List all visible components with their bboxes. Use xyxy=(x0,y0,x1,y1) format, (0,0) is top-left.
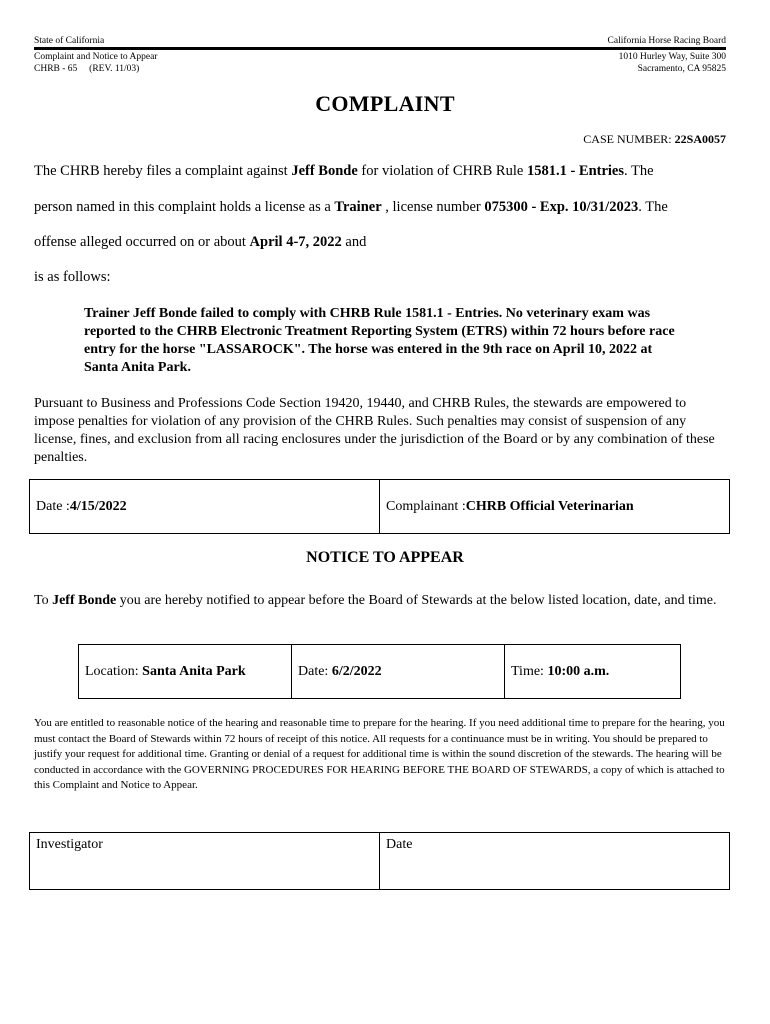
license-number: 075300 - Exp. 10/31/2023 xyxy=(484,199,639,215)
notice-text: you are hereby notified to appear before the Board of Stewards at the below listed location, date, and time. xyxy=(116,593,717,608)
notice-respondent-name: Jeff Bonde xyxy=(52,593,117,608)
offense-description: Trainer Jeff Bonde failed to comply with CHRB Rule 1581.1 - Entries. No veterinary exam was reported to the CHRB Electronic Treatment Reporting System (ETRS) within 72 hours before race entry for the horse "LASSAROCK". The horse was entered in the 9th race on April 10, 2022 at Santa Anita Park. xyxy=(84,306,675,375)
investigator-label: Investigator xyxy=(36,837,103,852)
complaint-text: and xyxy=(341,234,367,250)
complainant-label: Complainant : xyxy=(386,498,466,514)
hearing-details-box xyxy=(78,644,681,699)
respondent-name: Jeff Bonde xyxy=(291,163,358,179)
notice-paragraph xyxy=(34,592,729,610)
case-number-label: CASE NUMBER: xyxy=(583,132,675,146)
complainant-name: CHRB Official Veterinarian xyxy=(465,498,634,514)
hearing-time-label: Time: xyxy=(511,663,548,679)
pursuant-paragraph: Pursuant to Business and Professions Code Section 19420, 19440, and CHRB Rules, the stewards are empowered to impose penalties for violation of any provision of the CHRB Rules. Such penalties may consist of suspension of any license, fines, and exclusion from all racing enclosures under the jurisdiction of the Board or by any combination of these penalties. xyxy=(34,396,715,465)
address-line-1: 1010 Hurley Way, Suite 300 xyxy=(618,52,726,62)
case-number-value: 22SA0057 xyxy=(674,132,726,146)
page-title: COMPLAINT xyxy=(315,91,455,116)
entitlement-notice: You are entitled to reasonable notice of the hearing and reasonable time to prepare for the hearing. If you need additional time to prepare for the hearing, you must contact the Board of Stewards within 72 hours of receipt of this notice. All requests for a continuance must be in writing. You should be prepared to justify your request for additional time. Granting or denial of a request for additional time is within the sound discretion of the stewards. The hearing will be conducted in accordance with the GOVERNING PROCEDURES FOR HEARING BEFORE THE BOARD OF STEWARDS, a copy of which is attached to this Complaint and Notice to Appear. xyxy=(34,717,725,791)
complaint-text: offense alleged occurred on or about xyxy=(34,234,250,250)
complaint-text: person named in this complaint holds a license as a xyxy=(34,199,335,215)
address-line-2: Sacramento, CA 95825 xyxy=(637,64,726,74)
form-number-line xyxy=(34,63,157,75)
notice-text: To xyxy=(34,593,53,608)
complaint-text: . The xyxy=(638,199,668,215)
notice-title: NOTICE TO APPEAR xyxy=(306,549,464,566)
complaint-text: The CHRB hereby files a complaint against xyxy=(34,163,292,179)
case-number xyxy=(583,132,726,147)
signature-date-label: Date xyxy=(386,837,413,852)
state-label: State of California xyxy=(34,36,105,46)
complaint-line-3 xyxy=(34,233,734,251)
hearing-location-cell xyxy=(79,645,292,699)
offense-date: April 4-7, 2022 xyxy=(249,234,342,250)
form-info xyxy=(34,51,157,75)
hearing-date-label: Date: xyxy=(298,663,332,679)
license-type: Trainer xyxy=(334,199,382,215)
complaint-line-2 xyxy=(34,198,734,216)
agency-name: California Horse Racing Board xyxy=(607,36,726,46)
hearing-date-cell xyxy=(292,645,505,699)
complaint-box xyxy=(29,479,730,534)
complaint-text: for violation of CHRB Rule xyxy=(357,163,527,179)
header-bottom-row xyxy=(34,51,726,75)
form-name: Complaint and Notice to Appear xyxy=(34,52,158,62)
header-divider xyxy=(34,47,726,50)
complaint-line-1 xyxy=(34,162,734,180)
complainant-cell xyxy=(380,480,730,534)
hearing-location: Santa Anita Park xyxy=(142,663,246,679)
hearing-date: 6/2/2022 xyxy=(331,663,382,679)
complaint-date: 4/15/2022 xyxy=(69,498,127,514)
form-revision: (REV. 11/03) xyxy=(89,64,140,74)
agency-address xyxy=(619,51,726,75)
date-label: Date : xyxy=(36,498,70,514)
hearing-time-cell xyxy=(505,645,681,699)
hearing-time: 10:00 a.m. xyxy=(547,663,610,679)
signature-date-cell xyxy=(380,833,730,890)
complaint-date-cell xyxy=(30,480,380,534)
header-top-row xyxy=(34,35,726,47)
form-number: CHRB - 65 xyxy=(34,64,78,74)
complaint-text: . The xyxy=(624,163,654,179)
rule-violated: 1581.1 - Entries xyxy=(526,163,625,179)
complaint-line-4: is as follows: xyxy=(34,269,111,285)
location-label: Location: xyxy=(85,663,143,679)
signature-box xyxy=(29,832,730,890)
complaint-text: , license number xyxy=(381,199,485,215)
investigator-cell xyxy=(30,833,380,890)
